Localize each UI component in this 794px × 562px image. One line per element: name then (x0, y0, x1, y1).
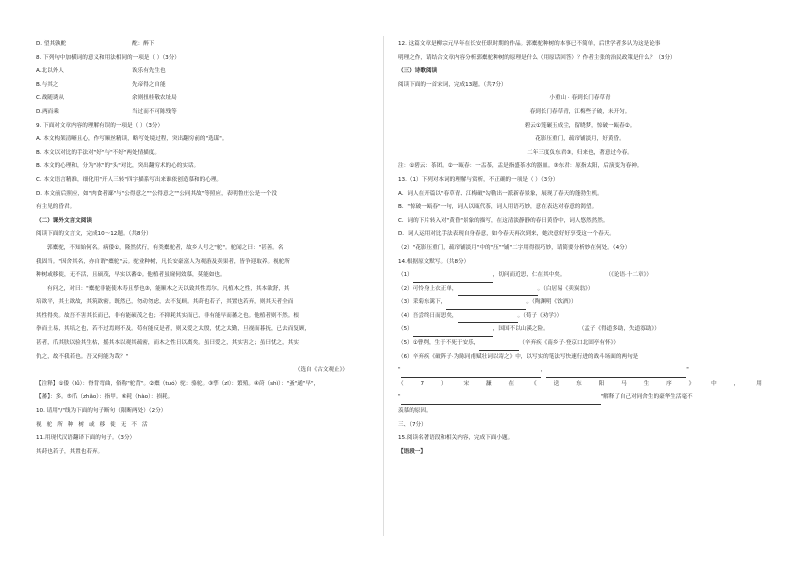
q7-char: 序 (666, 380, 672, 387)
item-source: 。（陶渊明《饮酒》） (526, 299, 577, 306)
q8-c-right: 余则扭桂敬农址局 (132, 95, 177, 102)
q14-part6: （6）辛弃疾《破阵子·为陈同甫赋壮词以寄之》中，以写实的笔法写快速行进的战斗场面的两句是 (398, 353, 639, 360)
item-source: （孟子《得道多助，失道寡助》） (578, 326, 660, 333)
q7-char: ， (733, 380, 740, 387)
q7-char: 生 (643, 380, 650, 387)
passage-note: 【蕃】：多。⑤爪（zhǎo）：指甲。⑥耗（hào）：损耗。 (36, 394, 174, 401)
q7-char: 中 (711, 380, 717, 387)
poem-title: 小重山 · 春到长门春草青 (549, 95, 611, 102)
item-text: 吾尝终日而思矣， (412, 312, 458, 319)
q15-stem: 15.阅读名著语段和相关内容，完成下面小题。 (398, 435, 514, 442)
answer-blank[interactable] (446, 301, 526, 310)
passage-line: 培欲平，其土欲故，其筑欲密。既然已，勿动勿虑，去不复顾。其莳也若子，其置也若弃，则其天者全而 (36, 299, 294, 306)
q14-item-5 (398, 323, 762, 337)
answer-blank[interactable] (479, 342, 519, 351)
q12-line: 12. 这篇文章是柳宗元早年在长安任职时期的作品。郭橐驼种树的本事已不简单，后世学者多认为这是论事 (398, 41, 661, 47)
item-num: （5） (398, 340, 413, 347)
passage-line: 有问之，对曰："橐驼非能使木寿且孳也③，能顺木之天以致其性焉尔。凡植木之性，其本欲舒，其 (47, 285, 290, 292)
q11-stem: 11.用现代汉语翻译下面的句子。（3分） (36, 435, 136, 442)
item-text: ，国国不以山溪之险。 (492, 326, 549, 333)
section-intro: 阅读下面的文言文，完成10～12题。（共8分） (36, 231, 152, 238)
q7-char: 濂 (486, 380, 492, 387)
passage-line: 我固当。"因舍其名，亦自谓"橐驼"云。驼业种树，凡长安豪富人为观游及卖果者，皆争迎取养。视驼所 (36, 258, 290, 265)
q12-line: 明理之作，请结合文章内容分析郭橐驼种树的原理是什么（用原话回答）？作者主张的治民政策是什么？（3分） (398, 54, 676, 61)
q7-char: 用 (756, 380, 762, 387)
answer-blank[interactable] (546, 369, 686, 378)
q14-part6-blanks: " ， " (398, 364, 762, 378)
answer-blank[interactable] (401, 396, 601, 405)
passage-line: 其性得矣。故吾不害其长而已，非有能硕茂之也；不抑耗其实而已，非有能早而蕃之也。他植者则不然。根 (36, 312, 299, 319)
q14-part7-cont (398, 391, 762, 405)
column-divider (383, 36, 384, 536)
q13-option: C．词的下片转入对"黄昏"景象的描写，在这清淡静静的春日黄昏中，词人悠然然然。 (398, 217, 609, 224)
answer-blank[interactable] (458, 314, 518, 323)
q7-char: （ (398, 380, 404, 387)
answer-blank[interactable] (413, 274, 493, 283)
q13-stem: 13.（1）下列对本词的理解与赏析，不正确的一项是（ ）（3分） (398, 176, 559, 183)
item-text: ，切问而近思，仁在其中矣。 (492, 272, 566, 279)
item-num: （5） (398, 326, 413, 333)
poem-line: 花影压重门，疏帘铺淡月，好黄昏。 (535, 136, 625, 143)
q7-char: 马 (621, 380, 627, 387)
q9-line: D. 本文前后照应，如"肉食者鄙"与"公得意之""公得意之""公同其故"等照应，表明鲁庄公是一个没 (36, 190, 278, 197)
poem-line: 碧云①笼碾玉成尘，留晓梦，惊破一瓯春②。 (524, 122, 636, 129)
passage-line: 甚者，爪其肤以验其生枯，摇其本以观其疏密，而木之性日以离矣。虽曰爱之，其实害之；虽曰忧之，其实 (36, 340, 299, 347)
q7-char: 《 (531, 380, 537, 387)
q8-c-left: C.战随诱从 (36, 95, 65, 102)
q13-option: B．"惊破一瓯春"一句，词人以瓯代茶，词人用语巧妙，意在表达对春意的渴望。 (398, 204, 598, 211)
q14-item-3 (398, 296, 762, 310)
q8-a-right: 诶乐有先生也 (132, 68, 166, 75)
q14-item-2 (398, 283, 762, 297)
item-source: （辛弃疾《南乡子·登京口北固亭有怀》） (519, 340, 619, 347)
q14-part7-end: 羡慕的原因。 (398, 408, 432, 415)
q9-line: 有主见的昏君。 (36, 204, 76, 211)
q8-a-left: A.北以外人 (36, 68, 64, 75)
q7-char: 阳 (598, 380, 605, 387)
q9-line: C. 本文语言精准，细化用"开人三转"四字描系写出来谁依创造慕和的心理。 (36, 176, 223, 183)
q8-option-a (36, 65, 368, 79)
q8-b-right: 先帝得之自能 (132, 81, 166, 88)
q7-char: 7 (420, 380, 425, 387)
poem-notes: 注：①碧云：茶团。②一瓯春：一盂茶，盂是指盛茶水的器皿。③东君：原指太阳，后演变为春神。 (398, 163, 643, 170)
q13-option: D．词人运用对比手法表现自身春意，如今春天再次到来，她决意好好享受这一个春天。 (398, 231, 615, 238)
answer-blank[interactable] (458, 287, 538, 296)
section-title: （二）课外文言文阅读 (36, 217, 92, 224)
passage-note: 【注释】①偻（lǚ）：脊背弯曲，俗称"驼背"。②橐（tuó）驼：骆驼。③孳（zī）：繁殖。④莳（shì）："蚤"通"早"， (36, 380, 320, 387)
q9-line: A. 本文构架清晰且心，作写顺丝精读，略写处境过程，突出翻穷前的"选谋"。 (36, 136, 228, 143)
right-column (398, 38, 762, 459)
passage-line: 郭橐驼，不知始何名。病偻①，隆然伏行，有类橐驼者，故乡人号之"驼"。驼闻之曰："甚善。名 (47, 244, 284, 251)
q8-stem: 8. 下列句中加横词的意义和用法相同的一项是（ ）（3分） (36, 54, 180, 61)
q8-d-left: D.两而乘 (36, 108, 59, 115)
q8-d-right: 当过而不可陈残等 (132, 108, 177, 115)
item-num: （2） (398, 285, 413, 292)
item-source: （《论语·十二章》） (605, 272, 653, 279)
item-text: 可怜身上衣正单， (412, 285, 458, 292)
poem-line: 二年三度负东君③，归来也，著意过今春。 (527, 149, 633, 156)
item-source: 。（白居易《卖炭翁》） (537, 285, 594, 292)
q9-stem: 9. 下面对文章内容的理解有误的一项是（ ）（3分） (36, 122, 164, 129)
q14-stem: 14.根据原文默写。（共8分） (398, 258, 470, 265)
q13-part2: （2）"花影压重门，疏帘铺淡月"中的"压""铺"二字用得很巧妙，请简要分析妙在何处。（4分） (398, 244, 631, 251)
quote-open: " (398, 394, 401, 401)
q7-char: 东 (576, 380, 582, 387)
answer-blank[interactable] (401, 369, 541, 378)
q7-char: 宋 (463, 380, 470, 387)
section-intro: 阅读下面的一首宋词，完成13题。（共7分） (398, 81, 507, 88)
q7-option-d-text: D. 望其孰酡 (36, 41, 67, 47)
q7-char: ） (440, 380, 447, 387)
item-num: （4） (398, 312, 413, 319)
q7-char: 送 (553, 380, 560, 387)
q10-stem: 10. 请用"/"线为下面的句子断句（限断两处）（2分） (36, 408, 167, 415)
q8-b-left: B.与其之 (36, 81, 59, 88)
passage-source: （选自《古文观止》） (294, 367, 348, 374)
q8-option-b (36, 79, 368, 93)
answer-blank[interactable] (413, 328, 493, 337)
passage-line: 种树或移徙，无不活，且硕茂，早实以蕃②。他植者虽窥伺效慕，莫能如也。 (36, 272, 226, 279)
q7-char: 在 (508, 380, 515, 387)
q8-option-d (36, 106, 368, 120)
poem-line: 春到长门春草青，江梅些子破，未开匀。 (529, 108, 631, 115)
item-text: ①曹刿，生于不死于安乐， (412, 340, 480, 347)
q7-cont-text: "解释了自己对同舍生的豪华生活毫不 (600, 394, 693, 401)
q7-option-d-note: 酡：醉下 (132, 41, 155, 47)
left-column (36, 38, 368, 459)
passage-line: 仇之，故不我若也。吾又何能为哉？" (36, 353, 129, 360)
item-num: （1） (398, 272, 413, 279)
section-title: 三、（7分） (398, 421, 427, 428)
q14-item-1 (398, 269, 762, 283)
q14-item-6 (398, 337, 762, 351)
q8-option-c (36, 92, 368, 106)
q11-sentence: 其莳也若子，其置也若弃。 (36, 448, 104, 455)
q15-sub: 【语段一】 (398, 448, 426, 455)
item-num: （3） (398, 299, 413, 306)
q7-char: 》 (688, 380, 695, 387)
q9-line: B. 本文以对比的手法对"好"与"不好"两处情描度。 (36, 149, 160, 156)
item-source: 。（荀子《劝学》） (517, 312, 563, 319)
item-text: 采菊东篱下， (412, 299, 447, 306)
q14-part7 (398, 378, 762, 392)
section-title: （三）诗歌阅读 (398, 68, 438, 75)
q9-line: B. 本文的心理和，分为"冰"的"头"对比，突出翻穷术的心的实话。 (36, 163, 200, 170)
q14-item-4 (398, 310, 762, 324)
q10-sentence: 视驼所种树或移徙无不活 (36, 421, 153, 428)
q7-option-d (36, 38, 368, 52)
passage-line: 拳而土易，其培之也，若不过焉则不及。苟有能反是者，则又爱之太殷，忧之太勤，旦视而暮抚，已去而复顾， (36, 326, 311, 333)
q13-option: A．词人在开篇以"春草青、江梅破"勾勒出一派新春景象，展现了春天的蓬勃生机。 (398, 190, 603, 197)
